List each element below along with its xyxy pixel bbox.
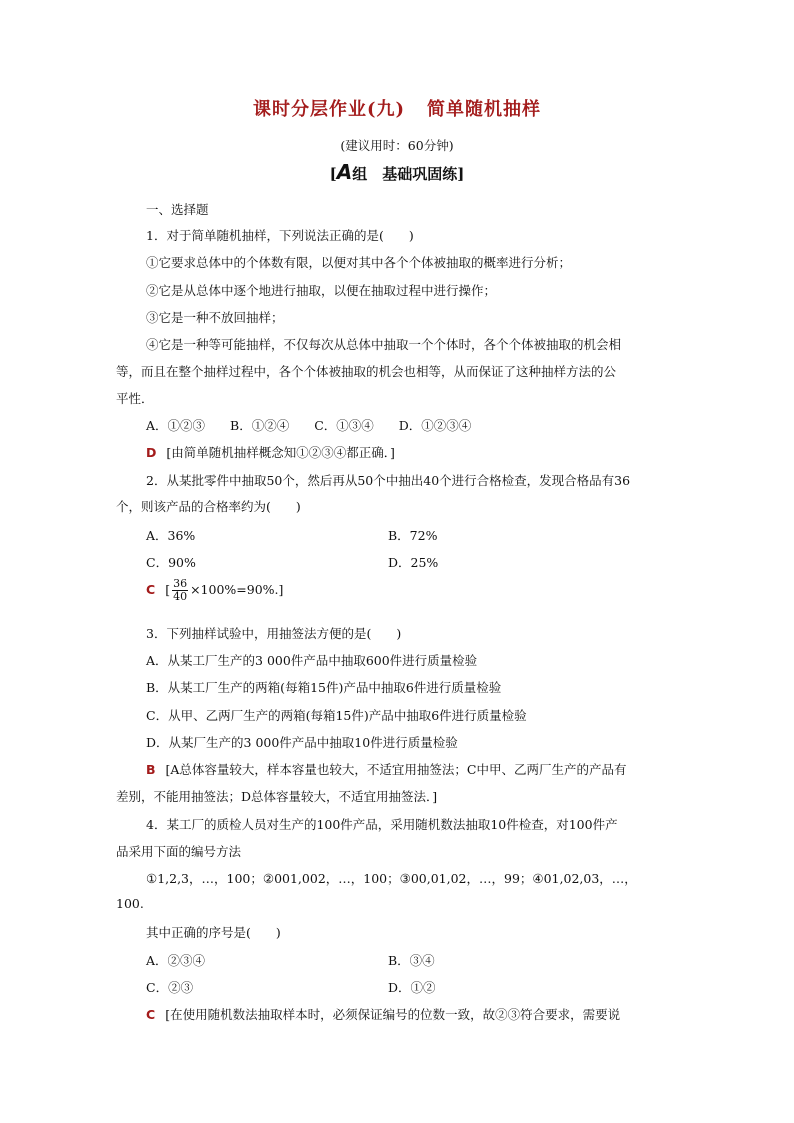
- q3-stem: 3．下列抽样试验中，用抽签法方便的是( ): [146, 626, 402, 641]
- q4-ask: 其中正确的序号是( ): [146, 925, 281, 940]
- group-letter: A: [336, 160, 353, 184]
- fraction: $\frac{36}{40}$: [173, 577, 188, 603]
- answer-letter: B: [146, 762, 156, 777]
- q4-numbering-b: 100.: [116, 896, 144, 911]
- answer-letter: C: [146, 1007, 156, 1022]
- answer-explanation: ×100%=90%.]: [190, 582, 284, 597]
- title-main: 课时分层作业(九): [252, 99, 406, 120]
- q4-stem-b: 品采用下面的编号方法: [116, 844, 242, 859]
- q1-answer: [146, 443, 395, 461]
- suggested-time: (建议用时：60分钟): [340, 138, 454, 153]
- answer-letter: D: [146, 445, 157, 460]
- answer-letter: C: [146, 582, 156, 597]
- q1-statement-4c: 平性．: [116, 391, 154, 406]
- answer-explanation: [A总体容量较大，样本容量也较大，不适宜用抽签法；C中甲、乙两厂生产的产品有: [165, 762, 627, 777]
- q2-option-b: B．72%: [388, 528, 438, 543]
- q1-statement-2: ②它是从总体中逐个地进行抽取，以便在抽取过程中进行操作；: [146, 283, 497, 298]
- q2-stem-a: 2．从某批零件中抽取50个，然后再从50个中抽出40个进行合格检查，发现合格品有36: [146, 473, 631, 488]
- answer-explanation: [在使用随机数法抽取样本时，必须保证编号的位数一致，故②③符合要求，需要说: [165, 1007, 621, 1022]
- q1-statement-3: ③它是一种不放回抽样；: [146, 310, 284, 325]
- q4-answer: [146, 1005, 620, 1023]
- q1-stem: 1．对于简单随机抽样，下列说法正确的是( ): [146, 228, 414, 243]
- q2-stem-b: 个，则该产品的合格率约为( ): [116, 499, 301, 514]
- q2-option-d: D．25%: [388, 555, 439, 570]
- q3-option-a: A．从某工厂生产的3 000件产品中抽取600件进行质量检验: [146, 653, 478, 668]
- group-title: 组 基础巩固练: [352, 165, 458, 183]
- q4-option-b: B．③④: [388, 953, 435, 968]
- q3-option-b: B．从某工厂生产的两箱(每箱15件)产品中抽取6件进行质量检验: [146, 680, 502, 695]
- q4-option-a: A．②③④: [146, 953, 206, 968]
- q4-option-c: C．②③: [146, 980, 194, 995]
- q4-stem-a: 4．某工厂的质检人员对生产的100件产品，采用随机数法抽取10件检查，对100件产: [146, 817, 618, 832]
- q3-option-c: C．从甲、乙两厂生产的两箱(每箱15件)产品中抽取6件进行质量检验: [146, 708, 527, 723]
- q2-option-c: C．90%: [146, 555, 196, 570]
- q4-numbering-a: ①1,2,3，…，100；②001,002，…，100；③00,01,02，…，99；④01,02,03，…，: [146, 871, 637, 886]
- answer-explanation: [由简单随机抽样概念知①②③④都正确．]: [166, 445, 395, 460]
- section-heading: 一、选择题: [146, 202, 209, 217]
- page-title: [0, 95, 794, 121]
- group-heading: [A组 基础巩固练]: [329, 160, 465, 184]
- q1-options: A．①②③ B．①②④ C．①③④ D．①②③④: [146, 418, 472, 433]
- q1-statement-4a: ④它是一种等可能抽样，不仅每次从总体中抽取一个个体时，各个个体被抽取的机会相: [146, 337, 622, 352]
- q1-statement-4b: 等，而且在整个抽样过程中，各个个体被抽取的机会也相等，从而保证了这种抽样方法的公: [116, 364, 617, 379]
- q3-answer: [146, 760, 627, 778]
- title-topic: 简单随机抽样: [427, 99, 542, 120]
- q2-answer: C [ $\frac{36}{40}$ ×100%=90%.]: [146, 577, 284, 603]
- q4-option-d: D．①②: [388, 980, 436, 995]
- q3-answer-cont: 差别，不能用抽签法；D总体容量较大，不适宜用抽签法．]: [116, 789, 438, 804]
- q1-statement-1: ①它要求总体中的个体数有限，以便对其中各个个体被抽取的概率进行分析；: [146, 255, 572, 270]
- q3-option-d: D．从某厂生产的3 000件产品中抽取10件进行质量检验: [146, 735, 458, 750]
- q2-option-a: A．36%: [146, 528, 196, 543]
